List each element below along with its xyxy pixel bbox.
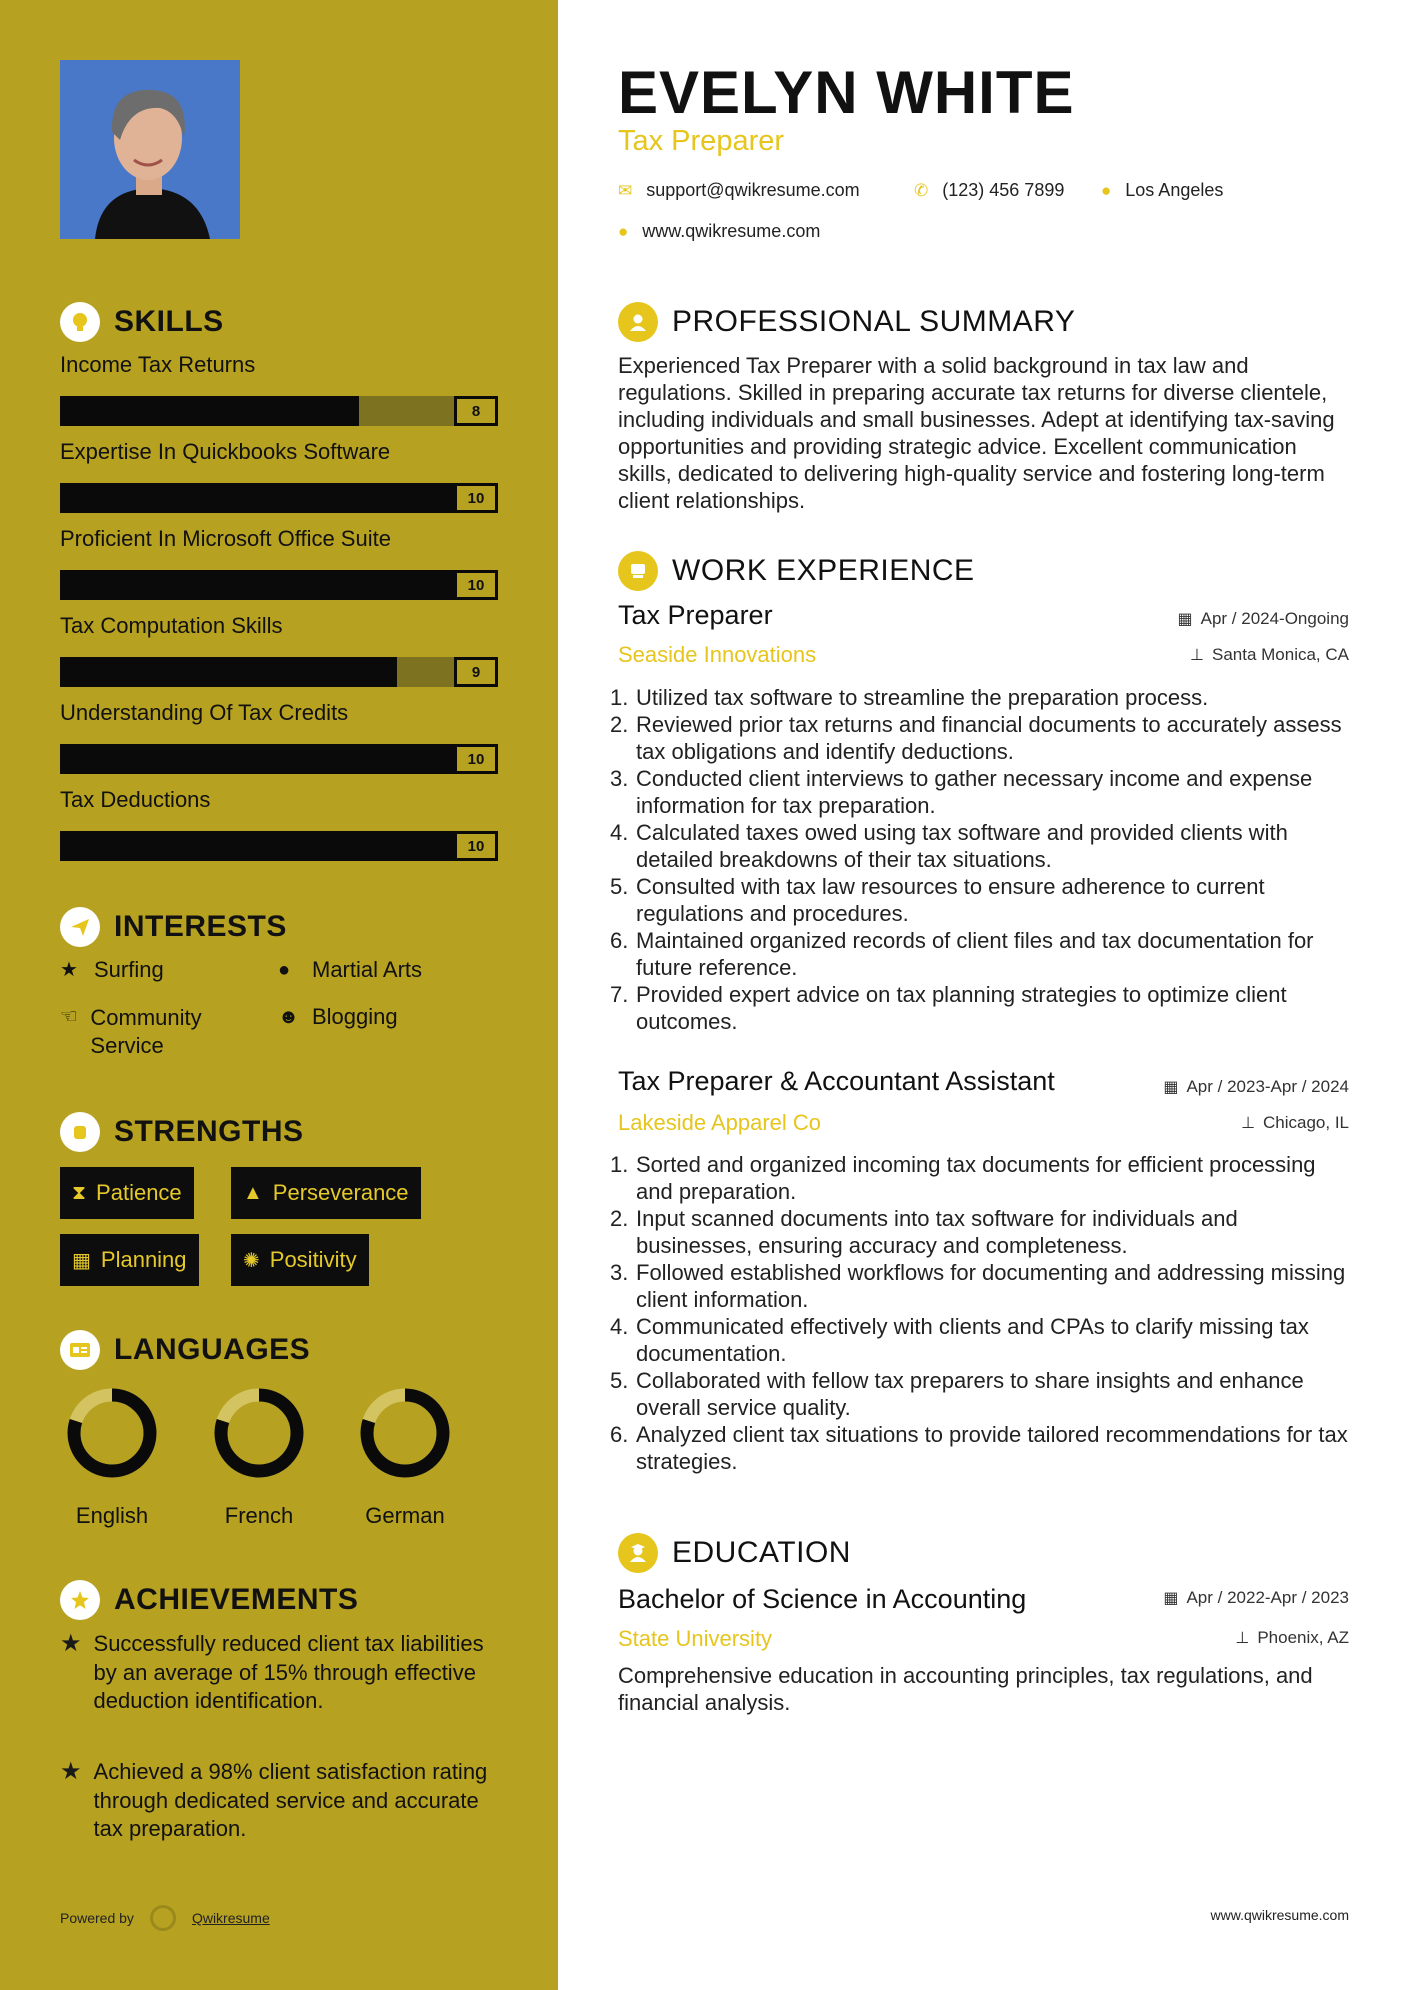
contact-phone[interactable]: ✆ (123) 456 7899 <box>914 180 1065 200</box>
skill-score: 10 <box>454 570 498 600</box>
skill-name: Proficient In Microsoft Office Suite <box>60 526 391 551</box>
skill-item <box>60 613 498 687</box>
job-role: Tax Preparer & Accountant Assistant <box>618 1066 1055 1096</box>
phone-icon: ✆ <box>914 180 929 200</box>
contact-website[interactable]: ● www.qwikresume.com <box>618 221 821 241</box>
contact-location: ● Los Angeles <box>1101 180 1224 200</box>
language-ring <box>64 1385 160 1481</box>
job-bullets <box>610 684 1358 1035</box>
skill-item <box>60 526 498 600</box>
hand-icon: ☜ <box>60 1006 78 1028</box>
pin-icon: ⊥ <box>1190 647 1204 664</box>
education-description: Comprehensive education in accounting principles, tax regulations, and financial analysis. <box>618 1663 1313 1715</box>
achievement-item: ★ Successfully reduced client tax liabilities by an average of 15% through effective deduction identification. <box>60 1630 500 1716</box>
skill-score: 8 <box>454 396 498 426</box>
interests-heading: INTERESTS <box>60 907 287 947</box>
strength-chip: ▦ Planning <box>60 1234 199 1286</box>
pin-icon: ⊥ <box>1241 1115 1255 1132</box>
job-dates: ▦ Apr / 2023-Apr / 2024 <box>1163 1077 1349 1096</box>
shooting-star-icon: ★ <box>60 1630 82 1657</box>
skill-name: Tax Computation Skills <box>60 613 283 638</box>
language-name: English <box>75 1503 149 1528</box>
skill-score: 10 <box>454 831 498 861</box>
strength-chip: ▲ Perseverance <box>231 1167 421 1219</box>
list-item: 3. Followed established workflows for documenting and addressing missing client information. <box>610 1260 1346 1312</box>
skill-bar-fill <box>60 744 454 774</box>
language-item <box>211 1385 307 1528</box>
skill-score: 10 <box>454 744 498 774</box>
skill-score: 9 <box>454 657 498 687</box>
graduate-icon <box>618 1533 658 1573</box>
briefcase-icon <box>618 551 658 591</box>
language-name: French <box>224 1503 294 1528</box>
education-heading: EDUCATION <box>618 1533 851 1573</box>
skill-name: Income Tax Returns <box>60 352 256 377</box>
powered-link[interactable]: Qwikresume <box>191 1910 270 1926</box>
list-item: 1. Sorted and organized incoming tax documents for efficient processing and preparation. <box>610 1152 1316 1204</box>
skill-bar-fill <box>60 396 359 426</box>
qwikresume-logo-icon <box>150 1905 176 1931</box>
languages-heading: LANGUAGES <box>60 1330 310 1370</box>
interest-item: ★ Surfing <box>60 957 164 982</box>
interest-item: ☜ Community Service <box>60 1005 202 1058</box>
strengths-heading: STRENGTHS <box>60 1112 304 1152</box>
main-content <box>558 0 1407 1990</box>
lightbulb-icon <box>60 302 100 342</box>
language-icon <box>60 1330 100 1370</box>
strength-chip: ✺ Positivity <box>231 1234 369 1286</box>
language-ring <box>211 1385 307 1481</box>
skills-heading: SKILLS <box>60 302 224 342</box>
envelope-icon: ✉ <box>618 180 633 200</box>
achievement-item: ★ Achieved a 98% client satisfaction rating through dedicated service and accurate tax preparation. <box>60 1758 500 1844</box>
job-dates: ▦ Apr / 2024-Ongoing <box>1177 609 1349 628</box>
paper-plane-icon <box>60 907 100 947</box>
powered-by: Powered by Qwikresume <box>60 1905 270 1931</box>
language-ring <box>357 1385 453 1481</box>
strength-chip: ⧗ Patience <box>60 1167 194 1219</box>
skill-item <box>60 439 498 513</box>
education-dates: ▦ Apr / 2022-Apr / 2023 <box>1163 1588 1349 1607</box>
list-item: 6. Analyzed client tax situations to provide tailored recommendations for tax strategies. <box>610 1422 1348 1474</box>
globe-icon: ● <box>278 959 291 981</box>
skill-bar-fill <box>60 831 454 861</box>
job-role: Tax Preparer <box>618 600 773 630</box>
calendar-icon: ▦ <box>1163 1590 1179 1607</box>
job-location: ⊥ Chicago, IL <box>1241 1113 1349 1132</box>
summary-heading: PROFESSIONAL SUMMARY <box>618 302 1075 342</box>
list-item: 5. Consulted with tax law resources to ensure adherence to current regulations and procedures. <box>610 874 1265 926</box>
list-item: 7. Provided expert advice on tax planning strategies to optimize client outcomes. <box>610 982 1287 1034</box>
list-item: 4. Communicated effectively with clients and CPAs to clarify missing tax documentation. <box>610 1314 1309 1366</box>
contact-email[interactable]: ✉ support@qwikresume.com <box>618 180 860 200</box>
calendar-icon: ▦ <box>72 1249 91 1272</box>
calendar-icon: ▦ <box>1163 1079 1179 1096</box>
skill-score: 10 <box>454 483 498 513</box>
skill-item <box>60 700 498 774</box>
job-bullets <box>610 1151 1358 1475</box>
list-item: 1. Utilized tax software to streamline the preparation process. <box>610 685 1209 710</box>
skill-bar-fill <box>60 483 454 513</box>
sidebar <box>0 0 558 1990</box>
shooting-star-icon: ★ <box>60 1758 82 1785</box>
job-company: Lakeside Apparel Co <box>618 1110 822 1135</box>
footer-url[interactable]: www.qwikresume.com <box>1210 1907 1349 1923</box>
candidate-name: EVELYN WHITE <box>618 59 1075 126</box>
list-item: 4. Calculated taxes owed using tax software and provided clients with detailed breakdowns of their tax situations. <box>610 820 1288 872</box>
road-icon: ▲ <box>243 1181 263 1204</box>
skill-bar-fill <box>60 657 397 687</box>
education-school: State University <box>618 1626 773 1651</box>
star-icon: ★ <box>60 959 78 981</box>
fist-icon <box>60 1112 100 1152</box>
education-degree: Bachelor of Science in Accounting <box>618 1584 1027 1614</box>
skill-bar-fill <box>60 570 454 600</box>
job-company: Seaside Innovations <box>618 642 817 667</box>
hourglass-icon: ⧗ <box>72 1181 87 1204</box>
list-item: 2. Input scanned documents into tax software for individuals and businesses, ensuring accuracy and completeness. <box>610 1206 1238 1258</box>
list-item: 5. Collaborated with fellow tax preparers to share insights and enhance overall service quality. <box>610 1368 1304 1420</box>
skill-name: Expertise In Quickbooks Software <box>60 439 391 464</box>
interest-item: ● Martial Arts <box>278 957 423 982</box>
list-item: 3. Conducted client interviews to gather necessary income and expense information for tax preparation. <box>610 766 1313 818</box>
skill-name: Understanding Of Tax Credits <box>60 700 349 725</box>
experience-heading: WORK EXPERIENCE <box>618 551 975 591</box>
education-location: ⊥ Phoenix, AZ <box>1235 1628 1349 1647</box>
pin-icon: ⊥ <box>1235 1630 1250 1647</box>
skill-bar <box>60 396 498 426</box>
user-icon <box>618 302 658 342</box>
star-badge-icon <box>60 1580 100 1620</box>
job-location: ⊥ Santa Monica, CA <box>1190 645 1349 664</box>
summary-text: Experienced Tax Preparer with a solid background in tax law and regulations. Skilled in preparing accurate tax returns for diverse clientele, including individuals and small businesses. Adept at identifying tax-saving opportunities and providing strategic advice. Excellent communication skills, dedicated to delivering high-quality service and fostering long-term client relationships. <box>618 353 1335 513</box>
skill-bar <box>60 657 498 687</box>
interest-item: ☻ Blogging <box>278 1004 398 1029</box>
globe-icon: ● <box>618 221 629 241</box>
users-icon: ☻ <box>278 1006 300 1028</box>
skill-item <box>60 787 498 861</box>
profile-photo <box>60 60 240 239</box>
skill-bar <box>60 744 498 774</box>
map-pin-icon: ● <box>1101 180 1112 200</box>
list-item: 2. Reviewed prior tax returns and financial documents to accurately assess tax obligations and identify deductions. <box>610 712 1342 764</box>
language-item <box>64 1385 160 1528</box>
skill-bar <box>60 483 498 513</box>
list-item: 6. Maintained organized records of client files and tax documentation for future reference. <box>610 928 1314 980</box>
candidate-title: Tax Preparer <box>618 125 785 157</box>
skill-name: Tax Deductions <box>60 787 211 812</box>
skill-bar <box>60 831 498 861</box>
language-item <box>357 1385 453 1528</box>
calendar-icon: ▦ <box>1177 611 1193 628</box>
sun-icon: ✺ <box>243 1249 260 1272</box>
language-name: German <box>365 1503 445 1528</box>
skill-item <box>60 352 498 426</box>
achievements-heading: ACHIEVEMENTS <box>60 1580 358 1620</box>
skill-bar <box>60 570 498 600</box>
